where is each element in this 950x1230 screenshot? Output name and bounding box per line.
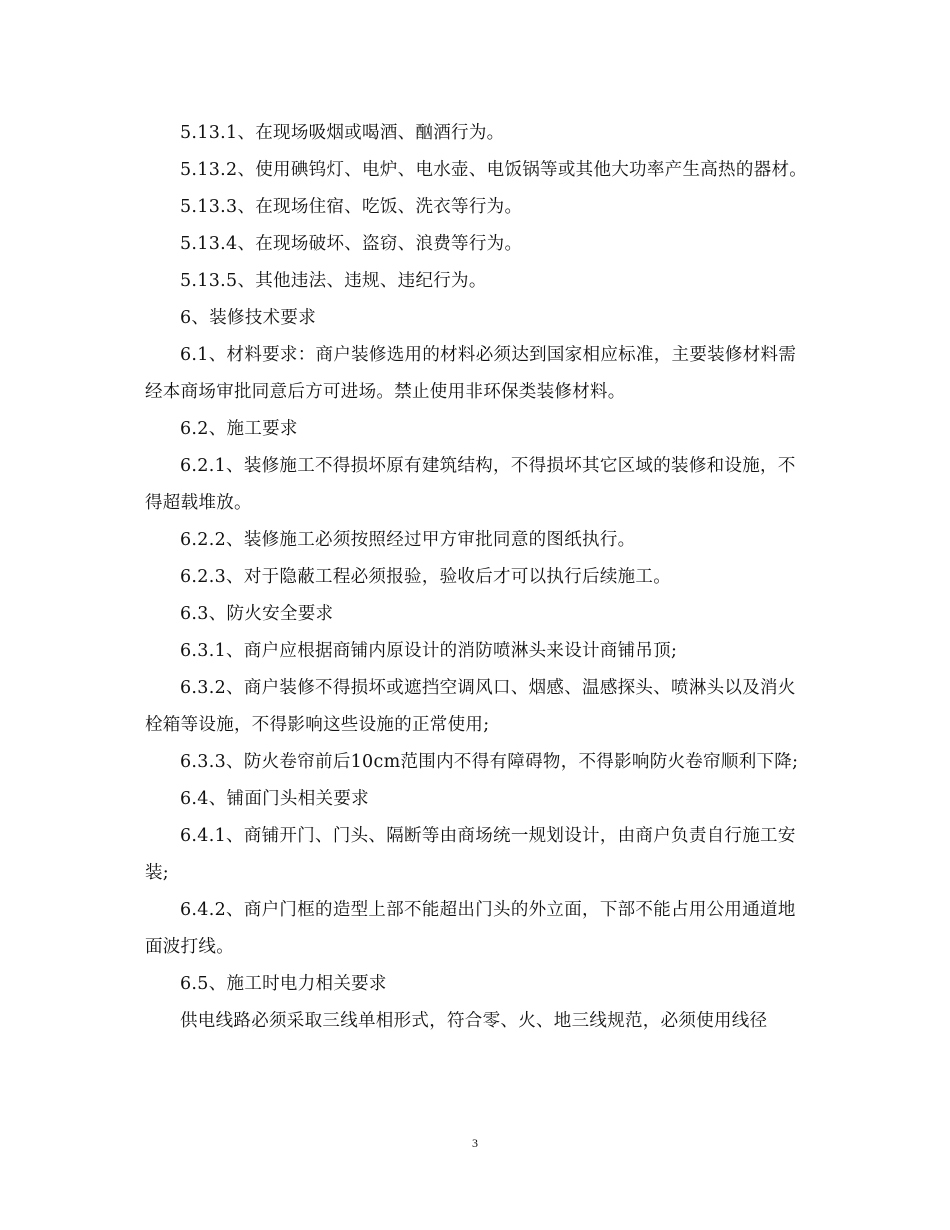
paragraph-5-13-1: 5.13.1、在现场吸烟或喝酒、酗酒行为。 — [180, 123, 505, 143]
paragraph-5-13-5: 5.13.5、其他违法、违规、违纪行为。 — [180, 271, 487, 291]
paragraph-6-2-3: 6.2.3、对于隐蔽工程必须报验，验收后才可以执行后续施工。 — [180, 567, 672, 587]
paragraph-5-13-3: 5.13.3、在现场住宿、吃饭、洗衣等行为。 — [180, 197, 523, 217]
paragraph-6-3-2: 6.3.2、商户装修不得损坏或遮挡空调风口、烟感、温感探头、喷淋头以及消火栓箱等设施，不得影响这些设施的正常使用; — [145, 678, 796, 735]
paragraph-6-3-3: 6.3.3、防火卷帘前后10cm范围内不得有障碍物，不得影响防火卷帘顺利下降; — [180, 752, 799, 772]
subheading-6-5: 6.5、施工时电力相关要求 — [180, 974, 387, 994]
document-body — [145, 115, 810, 1040]
paragraph-6-4-2: 6.4.2、商户门框的造型上部不能超出门头的外立面，下部不能占用公用通道地面波打线。 — [145, 900, 796, 957]
subheading-6-2: 6.2、施工要求 — [180, 419, 298, 439]
page-number: 3 — [472, 1136, 478, 1150]
section-heading-6: 6、装修技术要求 — [180, 308, 317, 328]
paragraph-6-3-1: 6.3.1、商户应根据商铺内原设计的消防喷淋头来设计商铺吊顶; — [180, 641, 678, 661]
paragraph-5-13-2: 5.13.2、使用碘钨灯、电炉、电水壶、电饭锅等或其他大功率产生高热的器材。 — [180, 160, 808, 180]
paragraph-6-5-body: 供电线路必须采取三线单相形式，符合零、火、地三线规范，必须使用线径 — [180, 1011, 768, 1031]
paragraph-6-2-1: 6.2.1、装修施工不得损坏原有建筑结构，不得损坏其它区域的装修和设施，不得超载堆放。 — [145, 456, 796, 513]
subheading-6-4: 6.4、铺面门头相关要求 — [180, 789, 369, 809]
paragraph-6-4-1: 6.4.1、商铺开门、门头、隔断等由商场统一规划设计，由商户负责自行施工安装; — [145, 826, 796, 883]
subheading-6-3: 6.3、防火安全要求 — [180, 604, 334, 624]
paragraph-6-2-2: 6.2.2、装修施工必须按照经过甲方审批同意的图纸执行。 — [180, 530, 636, 550]
paragraph-5-13-4: 5.13.4、在现场破坏、盗窃、浪费等行为。 — [180, 234, 523, 254]
paragraph-6-1: 6.1、材料要求：商户装修选用的材料必须达到国家相应标准，主要装修材料需经本商场审批同意后方可进场。禁止使用非环保类装修材料。 — [145, 345, 797, 402]
